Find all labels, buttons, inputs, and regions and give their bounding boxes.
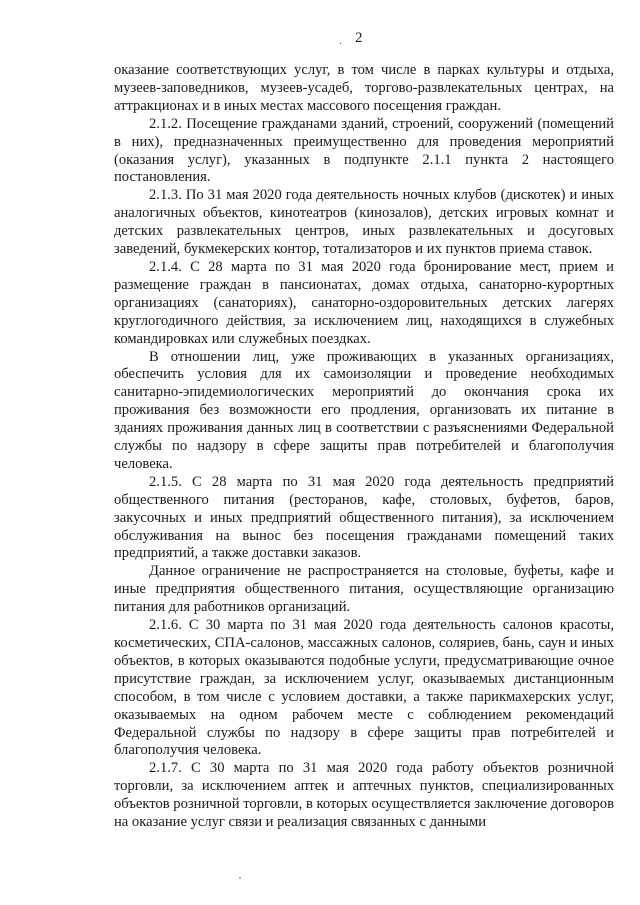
paragraph-continuation: оказание соответствующих услуг, в том числе в парках культуры и отдыха, музеев-заповедников, музеев-усадеб, торгово-развлекательных центрах, на аттракционах и в иных местах массового посещения граждан. — [114, 62, 614, 114]
paragraph-2-1-7: 2.1.7. С 30 марта по 31 мая 2020 года работу объектов розничной торговли, за исключением аптек и аптечных пунктов, специализированных объектов розничной торговли, в которых осуществляется заключение договоров на оказание услуг связи и реализация связанных с данными — [114, 760, 614, 831]
document-body — [114, 62, 614, 832]
paragraph-2-1-4: 2.1.4. С 28 марта по 31 мая 2020 года бронирование мест, прием и размещение граждан в пансионатах, домах отдыха, санаторно-курортных организациях (санаториях), санаторно-оздоровительных детских лагерях круглогодичного действия, за исключением лиц, находящихся в служебных командировках или служебных поездках. — [114, 258, 614, 347]
paragraph-2-1-6: 2.1.6. С 30 марта по 31 мая 2020 года деятельность салонов красоты, косметических, СПА-салонов, массажных салонов, соляриев, бань, саун и иных объектов, в которых оказываются подобные услуги, предусматривающие очное присутствие граждан, за исключением услуг, оказываемых дистанционным способом, в том числе с условием доставки, а также парикмахерских услуг, оказываемых на одном рабочем месте с соблюдением рекомендаций Федеральной службы по надзору в сфере защиты прав потребителей и благополучия человека. — [114, 617, 614, 759]
paragraph-2-1-2: 2.1.2. Посещение гражданами зданий, строений, сооружений (помещений в них), предназначенных преимущественно для проведения мероприятий (оказания услуг), указанных в подпункте 2.1.1 пункта 2 настоящего постановления. — [114, 115, 614, 186]
paragraph-2-1-3: 2.1.3. По 31 мая 2020 года деятельность ночных клубов (дискотек) и иных аналогичных объектов, кинотеатров (кинозалов), детских игровых комнат и детских развлекательных центров, иных развлекательных и досуговых заведений, букмекерских контор, тотализаторов и их пунктов приема ставок. — [114, 187, 614, 258]
page-number: 2 — [355, 30, 363, 46]
paragraph-2-1-5: 2.1.5. С 28 марта по 31 мая 2020 года деятельность предприятий общественного питания (ресторанов, кафе, столовых, буфетов, баров, закусочных и иных предприятий общественного питания), за исключением обслуживания на вынос без посещения гражданами помещений таких предприятий, а также доставки заказов. — [114, 473, 614, 562]
scan-artifact — [239, 877, 241, 879]
page-mark: . — [339, 33, 342, 47]
paragraph-canteens-exception: Данное ограничение не распространяется на столовые, буфеты, кафе и иные предприятия общественного питания, осуществляющие организацию питания для работников организаций. — [114, 563, 614, 616]
paragraph-residents: В отношении лиц, уже проживающих в указанных организациях, обеспечить условия для их самоизоляции и проведение необходимых санитарно-эпидемиологических мероприятий до окончания срока их проживания без возможности его продления, организовать их питание в зданиях проживания данных лиц в соответствии с разъяснениями Федеральной службы по надзору в сфере защиты прав потребителей и благополучия человека. — [114, 348, 614, 472]
